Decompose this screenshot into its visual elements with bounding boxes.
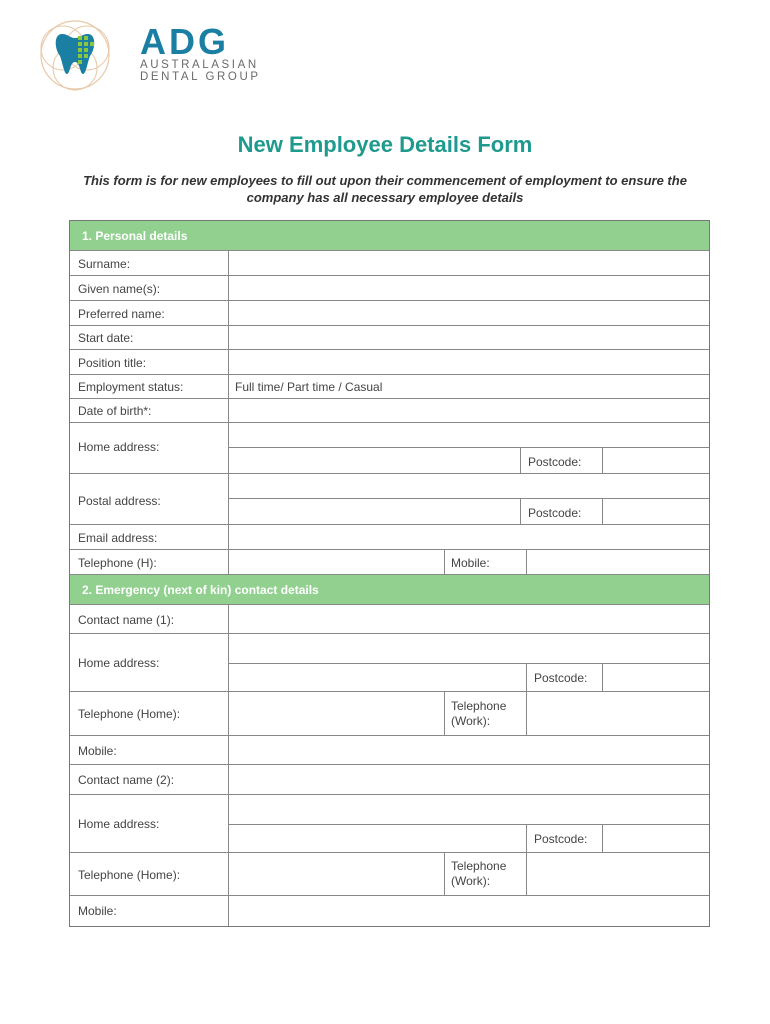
- contact1-mobile-label: Mobile:: [78, 744, 117, 758]
- contact2-address-field[interactable]: [229, 795, 709, 823]
- mobile-label: Mobile:: [451, 556, 490, 570]
- preferred-label: Preferred name:: [78, 307, 165, 321]
- contact2-phone-row: [70, 853, 709, 896]
- contact2-tel-home-label: Telephone (Home):: [78, 868, 181, 882]
- contact1-tel-work-field[interactable]: [527, 692, 709, 735]
- contact1-address-label: Home address:: [78, 656, 160, 670]
- home-address-label: Home address:: [78, 440, 160, 454]
- postal-postcode-label: Postcode:: [528, 506, 582, 520]
- start-label: Start date:: [78, 331, 134, 345]
- home-postcode-label: Postcode:: [528, 455, 582, 469]
- home-address-row: [70, 423, 709, 474]
- brand-text: [140, 21, 261, 83]
- contact1-field[interactable]: [229, 605, 709, 633]
- page-title: New Employee Details Form: [237, 132, 533, 157]
- contact2-tel-work-label: [451, 859, 506, 889]
- telephone-h-label: Telephone (H):: [78, 556, 157, 570]
- page-subtitle: [40, 172, 730, 206]
- dob-field[interactable]: [229, 399, 709, 422]
- telephone-h-field[interactable]: [229, 550, 444, 574]
- contact1-mobile-field[interactable]: [229, 736, 709, 764]
- contact1-tel-work-line2: (Work):: [451, 714, 491, 728]
- mobile-field[interactable]: [527, 550, 709, 574]
- brand-main: ADG: [140, 21, 229, 62]
- contact1-label: Contact name (1):: [78, 613, 175, 627]
- surname-field[interactable]: [229, 251, 709, 275]
- postal-address-field[interactable]: [229, 474, 709, 497]
- contact2-row: [70, 765, 709, 795]
- telephone-row: [70, 550, 709, 575]
- preferred-row: [70, 301, 709, 326]
- postal-address-row: [70, 474, 709, 525]
- email-label: Email address:: [78, 531, 158, 545]
- brand-line2: DENTAL GROUP: [140, 71, 261, 83]
- email-field[interactable]: [229, 525, 709, 549]
- contact1-tel-home-field[interactable]: [229, 692, 444, 735]
- contact2-mobile-label: Mobile:: [78, 904, 117, 918]
- start-field[interactable]: [229, 326, 709, 349]
- dob-label: Date of birth*:: [78, 404, 152, 418]
- postal-postcode-field[interactable]: [603, 498, 709, 524]
- employment-label: Employment status:: [78, 380, 184, 394]
- contact1-phone-row: [70, 692, 709, 736]
- contact2-tel-work-line1: Telephone: [451, 859, 507, 873]
- contact2-mobile-row: [70, 896, 709, 926]
- dob-row: [70, 399, 709, 423]
- home-address-field[interactable]: [229, 423, 709, 446]
- contact1-tel-work-line1: Telephone: [451, 699, 507, 713]
- position-field[interactable]: [229, 350, 709, 374]
- subtitle-line1: This form is for new employees to fill out upon their commencement of employment to ensure the: [83, 173, 687, 188]
- contact1-tel-work-label: [451, 699, 506, 729]
- given-field[interactable]: [229, 276, 709, 300]
- contact1-mobile-row: [70, 736, 709, 765]
- contact2-field[interactable]: [229, 765, 709, 794]
- contact1-address-row: [70, 634, 709, 692]
- given-row: [70, 276, 709, 301]
- home-postcode-field[interactable]: [603, 447, 709, 473]
- position-row: [70, 350, 709, 375]
- section-emergency-header: 2. Emergency (next of kin) contact details: [70, 575, 709, 605]
- contact1-postcode-field[interactable]: [603, 663, 709, 691]
- subtitle-line2: company has all necessary employee details: [246, 190, 524, 205]
- contact2-address-row: [70, 795, 709, 853]
- employee-form: [69, 220, 710, 927]
- contact1-tel-home-label: Telephone (Home):: [78, 707, 181, 721]
- contact1-address-field[interactable]: [229, 634, 709, 662]
- surname-label: Surname:: [78, 257, 131, 271]
- contact2-label: Contact name (2):: [78, 773, 175, 787]
- contact2-mobile-field[interactable]: [229, 896, 709, 926]
- contact2-address-label: Home address:: [78, 817, 160, 831]
- contact2-postcode-field[interactable]: [603, 824, 709, 852]
- employment-value[interactable]: Full time/ Part time / Casual: [235, 380, 383, 394]
- contact2-postcode-label: Postcode:: [534, 832, 588, 846]
- brand-line1: AUSTRALASIAN: [140, 59, 259, 71]
- contact2-tel-work-field[interactable]: [527, 853, 709, 895]
- employment-row: [70, 375, 709, 399]
- preferred-field[interactable]: [229, 301, 709, 325]
- email-row: [70, 525, 709, 550]
- contact2-tel-home-field[interactable]: [229, 853, 444, 895]
- position-label: Position title:: [78, 356, 147, 370]
- contact1-row: [70, 605, 709, 634]
- contact2-tel-work-line2: (Work):: [451, 874, 491, 888]
- surname-row: [70, 251, 709, 276]
- start-row: [70, 326, 709, 350]
- given-label: Given name(s):: [78, 282, 161, 296]
- contact1-postcode-label: Postcode:: [534, 671, 588, 685]
- postal-address-label: Postal address:: [78, 494, 161, 508]
- section-personal-header: 1. Personal details: [70, 221, 709, 251]
